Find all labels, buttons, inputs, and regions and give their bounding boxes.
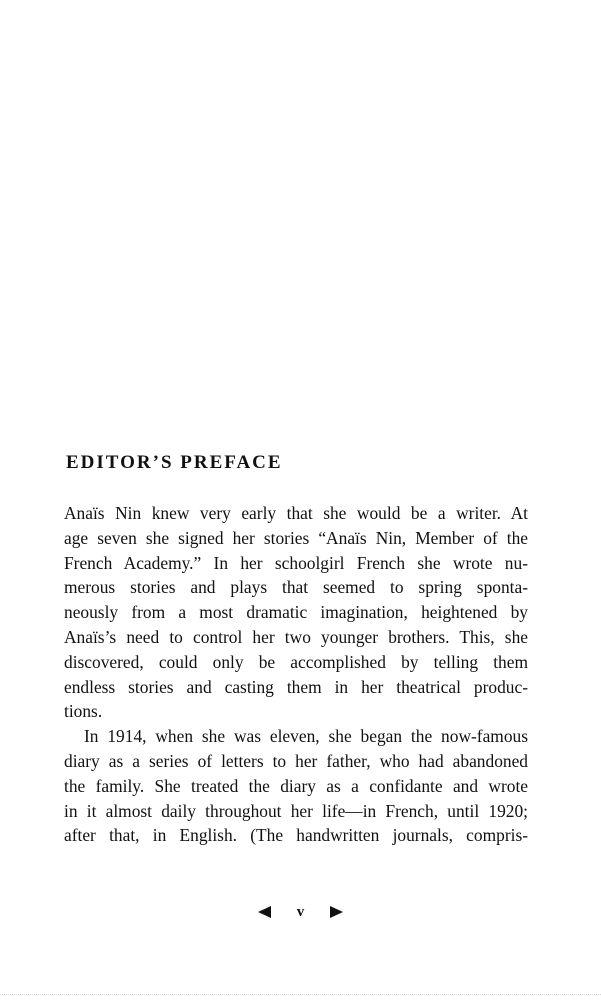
text-line: diary as a series of letters to her father, who had abandoned xyxy=(64,750,528,771)
text-line: in it almost daily throughout her life—in French, until 1920; xyxy=(64,800,528,821)
text-line: discovered, could only be accomplished by telling them xyxy=(64,651,528,672)
text-line: French Academy.” In her schoolgirl French she wrote nu- xyxy=(64,552,528,573)
text-line: tions. xyxy=(64,701,103,722)
text-line: Anaïs’s need to control her two younger brothers. This, she xyxy=(64,626,528,647)
body-text xyxy=(64,501,528,848)
text-line: In 1914, when she was eleven, she began the now-famous xyxy=(84,726,528,747)
text-line: after that, in English. (The handwritten journals, compris- xyxy=(64,825,528,846)
text-line: endless stories and casting them in her theatrical produc- xyxy=(64,676,528,697)
text-line: age seven she signed her stories “Anaïs Nin, Member of the xyxy=(64,527,528,548)
bottom-divider xyxy=(0,994,601,995)
page-navigation xyxy=(0,898,601,926)
text-line: merous stories and plays that seemed to spring sponta- xyxy=(64,577,528,598)
page-title: EDITOR’S PREFACE xyxy=(66,452,283,473)
page-number: v xyxy=(296,903,305,920)
previous-page-icon[interactable] xyxy=(258,906,271,918)
text-line: Anaïs Nin knew very early that she would be a writer. At xyxy=(64,503,528,523)
next-page-icon[interactable] xyxy=(330,906,343,918)
text-line: neously from a most dramatic imagination, heightened by xyxy=(64,602,528,623)
text-line: the family. She treated the diary as a confidante and wrote xyxy=(64,775,528,796)
